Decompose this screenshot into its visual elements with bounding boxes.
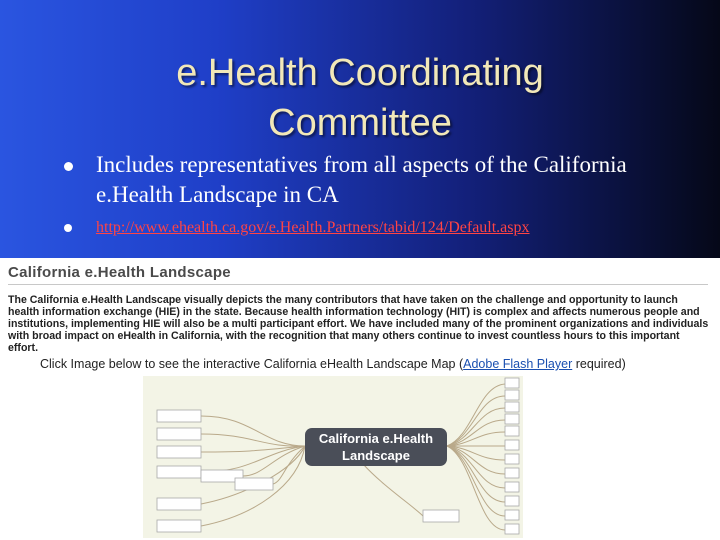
bullet-text: Includes representatives from all aspects of the California e.Health Landscape in CA <box>96 152 627 207</box>
adobe-flash-player-link[interactable]: Adobe Flash Player <box>463 357 573 371</box>
bullet-dot-icon <box>64 162 73 171</box>
click-text: Click Image below to see the interactive California eHealth Landscape Map ( <box>40 357 464 371</box>
slide-title: e.Health Coordinating Committee <box>176 52 544 144</box>
embedded-divider <box>8 284 708 285</box>
bullet-dot-icon <box>64 224 72 232</box>
mind-map-central-node[interactable]: California e.Health Landscape <box>305 428 447 466</box>
embedded-heading: California e.Health Landscape <box>8 264 231 281</box>
bullet-item-link <box>62 216 702 240</box>
ehealth-partners-link[interactable]: http://www.ehealth.ca.gov/e.Health.Partners/tabid/124/Default.aspx <box>96 219 530 236</box>
embedded-click-instruction <box>40 357 626 371</box>
embedded-webpage-screenshot <box>0 258 720 540</box>
bullet-item <box>62 150 702 210</box>
click-suffix: required) <box>572 357 626 371</box>
embedded-body-text: The California e.Health Landscape visually depicts the many contributors that have taken on the challenge and opportunity to launch health information exchange (HIE) in the state. Because health information technology (HIT) is complex and affects numerous people and institutions, implementing HIE will also be a multi participant effort. We have included many of the prominent organizations and individuals with broad impact on eHealth in California, with the recognition that many others continue to invest countless hours to this important effort. <box>8 294 709 354</box>
bullet-list <box>62 150 702 246</box>
landscape-mind-map[interactable] <box>143 376 523 538</box>
